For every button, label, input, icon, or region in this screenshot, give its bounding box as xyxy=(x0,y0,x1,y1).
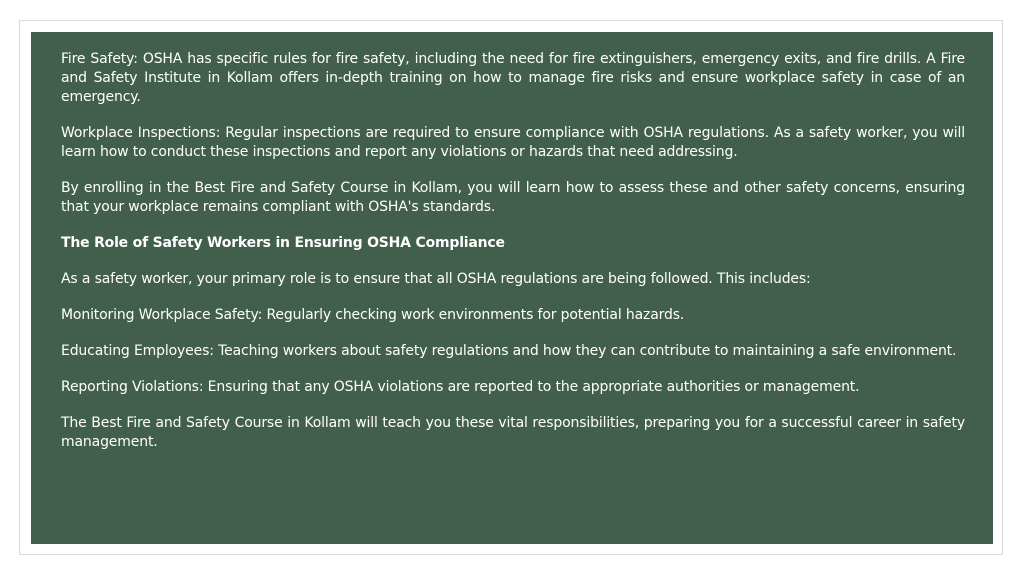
paragraph-primary-role: As a safety worker, your primary role is to ensure that all OSHA regulations are being followed. This includes: xyxy=(61,271,811,287)
paragraph-educating: Educating Employees: Teaching workers about safety regulations and how they can contribute to maintaining a safe environment. xyxy=(61,343,957,359)
paragraph-reporting: Reporting Violations: Ensuring that any OSHA violations are reported to the appropriate authorities or management. xyxy=(61,379,860,395)
paragraph-fire-safety: Fire Safety: OSHA has specific rules for fire safety, including the need for fire extinguishers, emergency exits, and fire drills. A Fire and Safety Institute in Kollam offers in-depth training on how to manage fire risks and ensure workplace safety in case of an emergency. xyxy=(61,51,965,105)
slide-content xyxy=(31,32,993,544)
paragraph-monitoring: Monitoring Workplace Safety: Regularly checking work environments for potential hazards. xyxy=(61,307,685,323)
paragraph-workplace-inspections: Workplace Inspections: Regular inspections are required to ensure compliance with OSHA regulations. As a safety worker, you will learn how to conduct these inspections and report any violations or hazards that need addressing. xyxy=(61,125,965,160)
section-heading: The Role of Safety Workers in Ensuring OSHA Compliance xyxy=(61,235,505,251)
paragraph-closing: The Best Fire and Safety Course in Kollam will teach you these vital responsibilities, preparing you for a successful career in safety management. xyxy=(61,415,965,450)
paragraph-enrolling: By enrolling in the Best Fire and Safety Course in Kollam, you will learn how to assess these and other safety concerns, ensuring that your workplace remains compliant with OSHA's standards. xyxy=(61,180,965,215)
